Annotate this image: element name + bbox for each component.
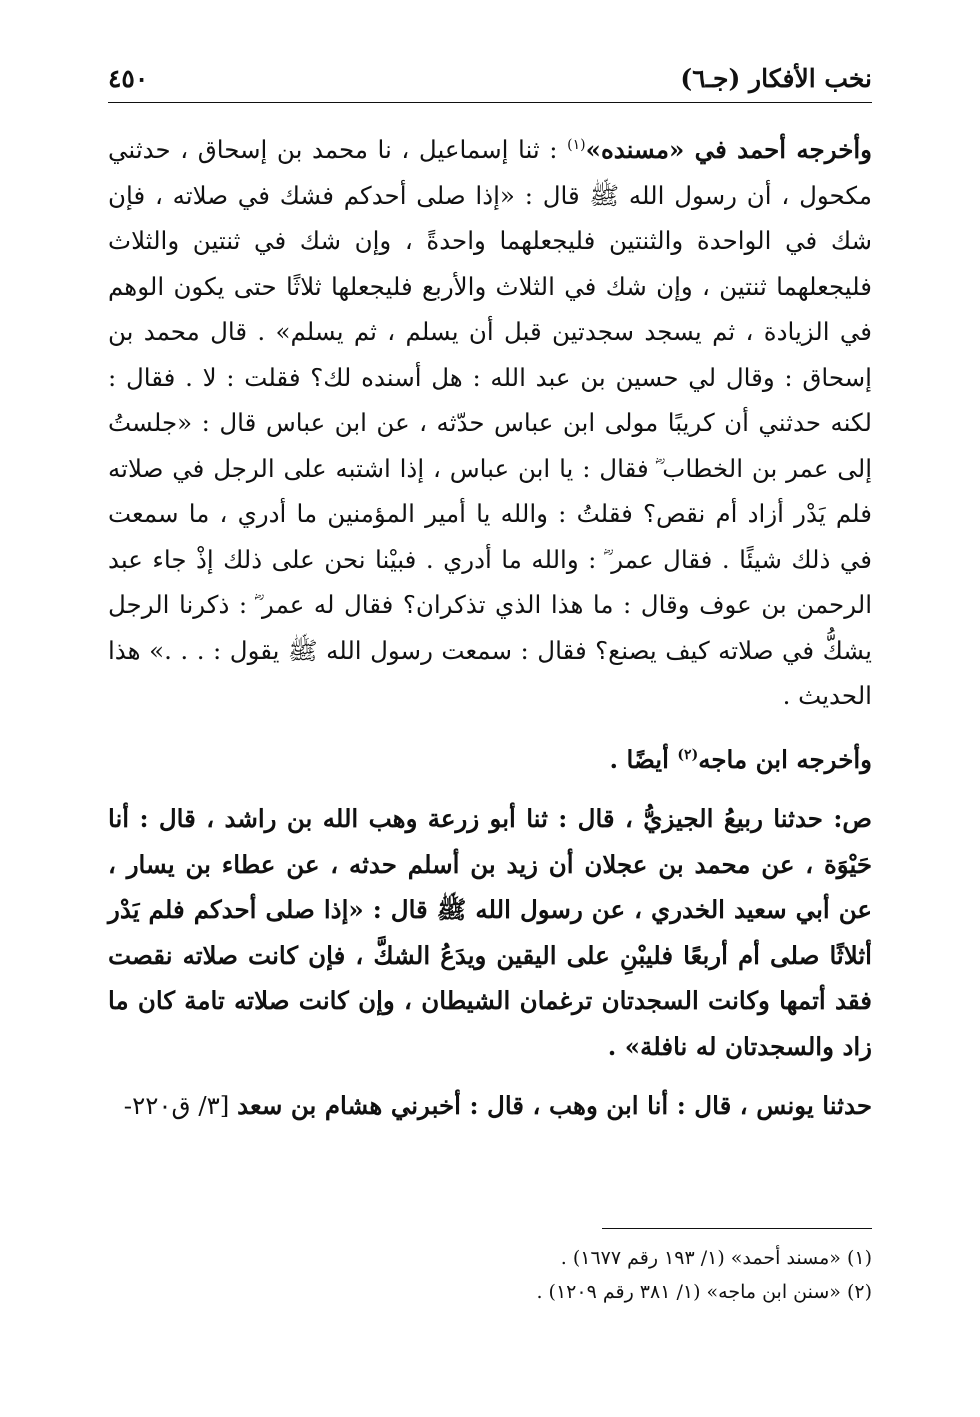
paragraph-ibn-majah [108,733,872,783]
paragraph-musnad-ahmad [108,123,872,719]
book-title: نخب الأفكار (جـ٦) [680,64,872,93]
paragraph-text: حدثنا ربيعُ الجيزيُّ ، قال : ثنا أبو زرعة وهب الله بن راشد ، قال : أنا حَيْوَة ، عن محمد بن عجلان أن زيد بن أسلم حدثه ، عن عطاء بن يسار ، عن أبي سعيد الخدري ، عن رسول الله ﷺ قال : «إذا صلى أحدكم فلم يَدْر أثلاثًا صلى أم أربعًا فليبْنِ على اليقين ويدَعُ الشكَّ ، فإن كانت صلاته نقصت فقد أتمها وكانت السجدتان ترغمان الشيطان ، وإن كانت صلاته تامة كان ما زاد والسجدتان له نافلة» . [108,804,872,1061]
paragraph-text: : ثنا إسماعيل ، نا محمد بن إسحاق ، حدثني مكحول ، أن رسول الله ﷺ قال : «إذا صلى أحدكم فشك في صلاته ، فإن شك في الواحدة والثنتين فليجعلهما واحدةً ، وإن شك في ثنتين والثلاث فليجعلهما ثنتين ، وإن شك في الثلاث والأربع فليجعلها ثلاثًا حتى يكون الوهم في الزيادة ، ثم يسجد سجدتين قبل أن يسلم ، ثم يسلم» . قال محمد بن إسحاق : وقال لي حسين بن عبد الله : هل أسنده لك؟ فقلت : لا . فقال : لكنه حدثني أن كريبًا مولى ابن عباس حدّثه ، عن ابن عباس قال : «جلستُ إلى عمر بن الخطاب ؓ فقال : يا ابن عباس ، إذا اشتبه على الرجل في صلاته فلم يَدْر أزاد أم نقص؟ فقلتُ : والله يا أمير المؤمنين ما أدري ، ما سمعت في ذلك شيئًا . فقال عمر ؓ : والله ما أدري . فبيْنا نحن على ذلك إذْ جاء عبد الرحمن بن عوف وقال : ما هذا الذي تذكران؟ فقال له عمر ؓ : ذكرنا الرجل يشكُّ في صلاته كيف يصنع؟ فقال : سمعت رسول الله ﷺ يقول : . . .» هذا الحديث . [108,135,872,711]
paragraph-lead: ص: [833,804,873,834]
paragraph-lead: وأخرجه أحمد في «مسنده» [585,135,872,165]
running-header [108,62,872,103]
paragraph-matn [108,796,872,1069]
footnote-divider [602,1228,872,1229]
page-number: ٤٥٠ [108,64,149,93]
footnote-ref: (٢) [677,746,699,763]
paragraph-text: أيضًا . [609,744,669,774]
footnote-2: (٢) «سنن ابن ماجه» (١/ ٣٨١ رقم ١٢٠٩) . [536,1281,872,1303]
main-text [108,123,872,1129]
paragraph-yunus [108,1083,872,1129]
paragraph-lead: حدثنا يونس ، قال : أنا ابن وهب ، قال : أخبرني هشام بن سعد [237,1091,872,1121]
footnote-1: (١) «مسند أحمد» (١/ ١٩٣ رقم ١٦٧٧) . [560,1247,872,1269]
paragraph-lead: وأخرجه ابن ماجه [698,744,872,774]
manuscript-ref: [٣/ ق٢٢٠- [123,1091,230,1121]
footnotes [108,1228,872,1309]
footnote-ref: (١) [567,137,586,153]
